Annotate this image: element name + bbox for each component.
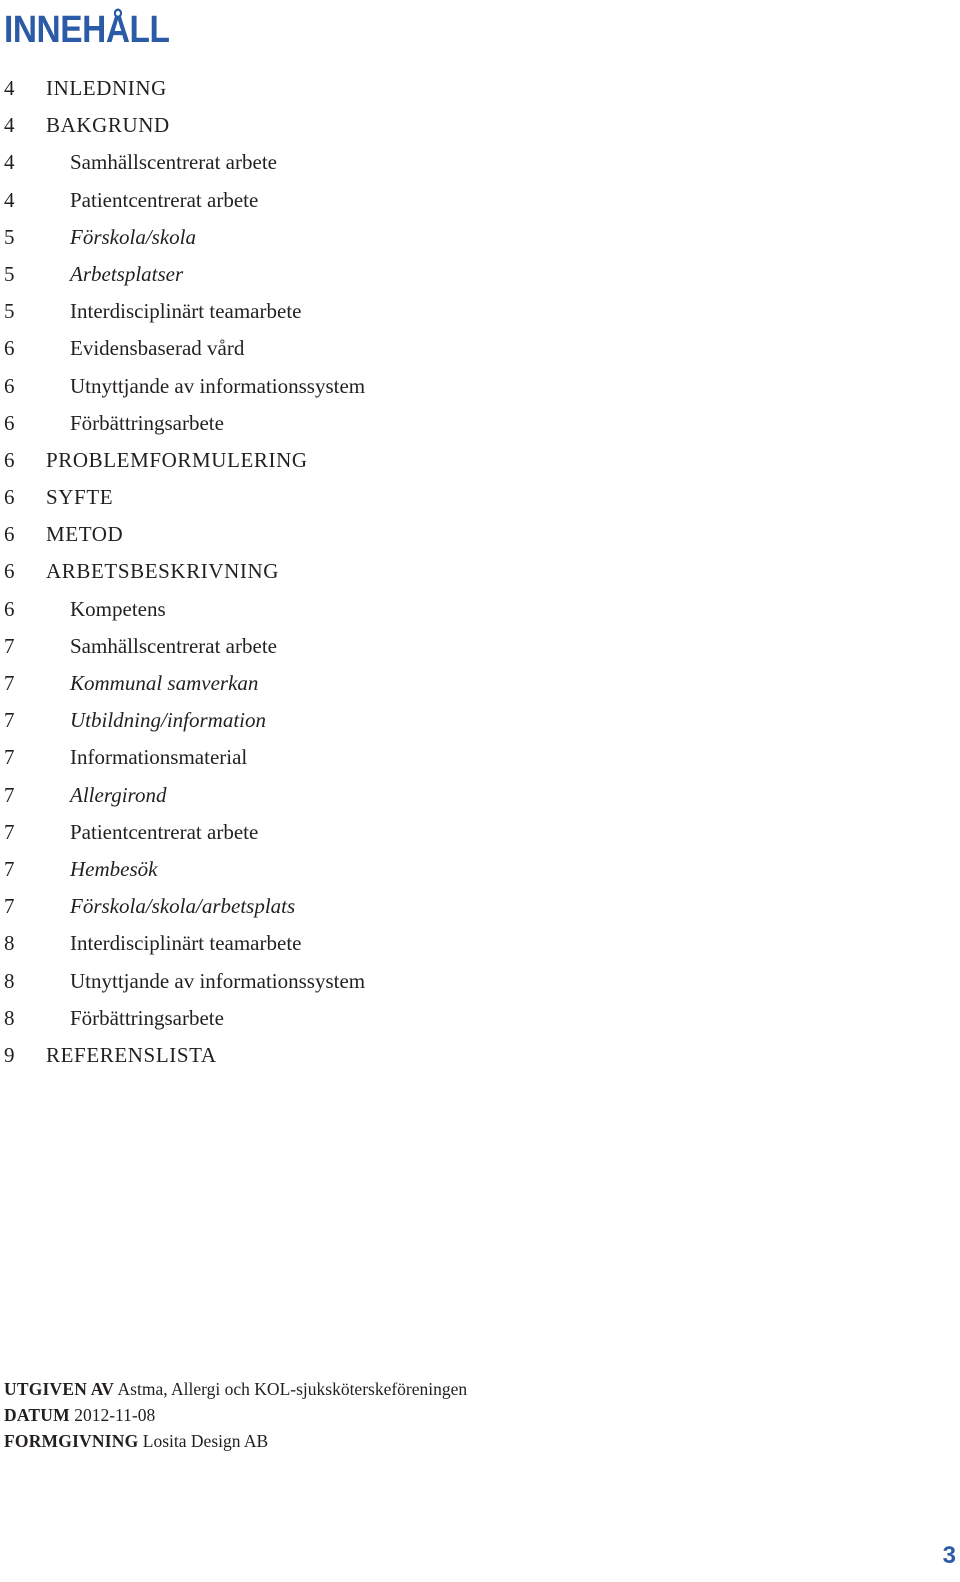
toc-entry[interactable] bbox=[0, 182, 940, 219]
toc-entry-label: Förbättringsarbete bbox=[70, 1005, 224, 1030]
toc-entry-label: Förbättringsarbete bbox=[70, 410, 224, 435]
toc-entry-label: Patientcentrerat arbete bbox=[70, 819, 259, 844]
toc-entry-label: Utnyttjande av informationssystem bbox=[70, 373, 366, 398]
toc-entry[interactable] bbox=[0, 1000, 940, 1037]
toc-entry-label: Informationsmaterial bbox=[70, 745, 248, 770]
page-number: 3 bbox=[942, 1542, 956, 1569]
toc-page-number: 5 bbox=[4, 224, 15, 249]
toc-page-number: 4 bbox=[4, 150, 15, 175]
toc-entry-label: Samhällscentrerat arbete bbox=[70, 150, 277, 175]
toc-page-number: 7 bbox=[4, 671, 15, 695]
toc-entry[interactable] bbox=[0, 293, 940, 330]
toc-entry-label: BAKGRUND bbox=[46, 113, 170, 138]
toc-entry-label: INLEDNING bbox=[46, 76, 167, 100]
credit-line bbox=[4, 1376, 467, 1402]
toc-entry-label: Allergirond bbox=[70, 782, 167, 807]
toc-page-number: 7 bbox=[4, 633, 15, 658]
toc-entry-label: Förskola/skola bbox=[70, 224, 196, 249]
toc-entry-label: Utnyttjande av informationssystem bbox=[70, 968, 366, 993]
toc-page-number: 6 bbox=[4, 447, 15, 472]
toc-page-number: 4 bbox=[4, 76, 15, 100]
toc-entry-label: Förskola/skola/arbetsplats bbox=[70, 894, 296, 919]
toc-entry-label: Kompetens bbox=[70, 596, 166, 621]
credit-value: Losita Design AB bbox=[142, 1431, 269, 1451]
toc-page-number: 6 bbox=[4, 559, 15, 584]
credit-line bbox=[4, 1428, 467, 1454]
table-of-contents bbox=[0, 70, 940, 1074]
toc-page-number: 4 bbox=[4, 187, 15, 212]
toc-page-number: 6 bbox=[4, 336, 15, 361]
toc-entry[interactable] bbox=[0, 814, 940, 851]
toc-entry[interactable] bbox=[0, 777, 940, 814]
toc-page-number: 7 bbox=[4, 856, 15, 881]
toc-page-number: 6 bbox=[4, 596, 15, 621]
toc-entry-label: Evidensbaserad vård bbox=[70, 336, 245, 361]
toc-entry-label: Utbildning/information bbox=[70, 708, 267, 733]
credits-block bbox=[4, 1376, 467, 1454]
toc-entry-label: Kommunal samverkan bbox=[70, 671, 259, 695]
page-title: INNEHÅLL bbox=[4, 9, 170, 51]
toc-entry-label: Interdisciplinärt teamarbete bbox=[70, 931, 302, 956]
toc-entry[interactable] bbox=[0, 219, 940, 256]
toc-entry[interactable] bbox=[0, 628, 940, 665]
toc-entry[interactable] bbox=[0, 368, 940, 405]
toc-entry[interactable] bbox=[0, 553, 940, 590]
toc-entry[interactable] bbox=[0, 1037, 940, 1074]
toc-page-number: 6 bbox=[4, 373, 15, 398]
toc-entry[interactable] bbox=[0, 591, 940, 628]
toc-entry[interactable] bbox=[0, 144, 940, 181]
toc-page-number: 6 bbox=[4, 410, 15, 435]
credit-value: Astma, Allergi och KOL-sjuksköterskeföreningen bbox=[117, 1379, 468, 1399]
toc-entry[interactable] bbox=[0, 925, 940, 962]
toc-entry[interactable] bbox=[0, 739, 940, 776]
toc-entry[interactable] bbox=[0, 442, 940, 479]
toc-entry[interactable] bbox=[0, 516, 940, 553]
toc-entry[interactable] bbox=[0, 665, 940, 702]
toc-page-number: 7 bbox=[4, 708, 15, 733]
toc-page-number: 7 bbox=[4, 782, 15, 807]
toc-entry[interactable] bbox=[0, 70, 940, 107]
toc-entry[interactable] bbox=[0, 851, 940, 888]
credit-key: FORMGIVNING bbox=[4, 1431, 139, 1451]
toc-entry[interactable] bbox=[0, 888, 940, 925]
toc-entry-label: ARBETSBESKRIVNING bbox=[46, 559, 280, 584]
toc-entry-label: Patientcentrerat arbete bbox=[70, 187, 259, 212]
credit-line bbox=[4, 1402, 467, 1428]
toc-page-number: 5 bbox=[4, 261, 15, 286]
toc-page-number: 6 bbox=[4, 485, 15, 510]
toc-entry[interactable] bbox=[0, 107, 940, 144]
toc-page-number: 6 bbox=[4, 522, 15, 547]
toc-entry-label: Samhällscentrerat arbete bbox=[70, 633, 277, 658]
toc-page-number: 5 bbox=[4, 299, 15, 324]
toc-page-number: 7 bbox=[4, 819, 15, 844]
toc-page-number: 7 bbox=[4, 894, 15, 919]
toc-entry-label: Interdisciplinärt teamarbete bbox=[70, 299, 302, 324]
toc-entry-label: REFERENSLISTA bbox=[46, 1042, 217, 1067]
credit-value: 2012-11-08 bbox=[74, 1405, 156, 1425]
toc-entry-label: PROBLEMFORMULERING bbox=[46, 447, 308, 472]
toc-page-number: 8 bbox=[4, 931, 15, 956]
toc-entry-label: Hembesök bbox=[70, 856, 158, 881]
toc-entry-label: Arbetsplatser bbox=[70, 261, 184, 286]
toc-entry-label: SYFTE bbox=[46, 485, 114, 510]
toc-entry[interactable] bbox=[0, 963, 940, 1000]
toc-page-number: 9 bbox=[4, 1042, 15, 1067]
toc-page-number: 8 bbox=[4, 1005, 15, 1030]
toc-page-number: 4 bbox=[4, 113, 15, 138]
toc-entry[interactable] bbox=[0, 256, 940, 293]
toc-page-number: 8 bbox=[4, 968, 15, 993]
toc-entry[interactable] bbox=[0, 479, 940, 516]
toc-page-number: 7 bbox=[4, 745, 15, 770]
toc-entry-label: METOD bbox=[46, 522, 124, 547]
toc-entry[interactable] bbox=[0, 702, 940, 739]
credit-key: DATUM bbox=[4, 1405, 70, 1425]
credit-key: UTGIVEN AV bbox=[4, 1379, 115, 1399]
toc-entry[interactable] bbox=[0, 330, 940, 367]
toc-entry[interactable] bbox=[0, 405, 940, 442]
